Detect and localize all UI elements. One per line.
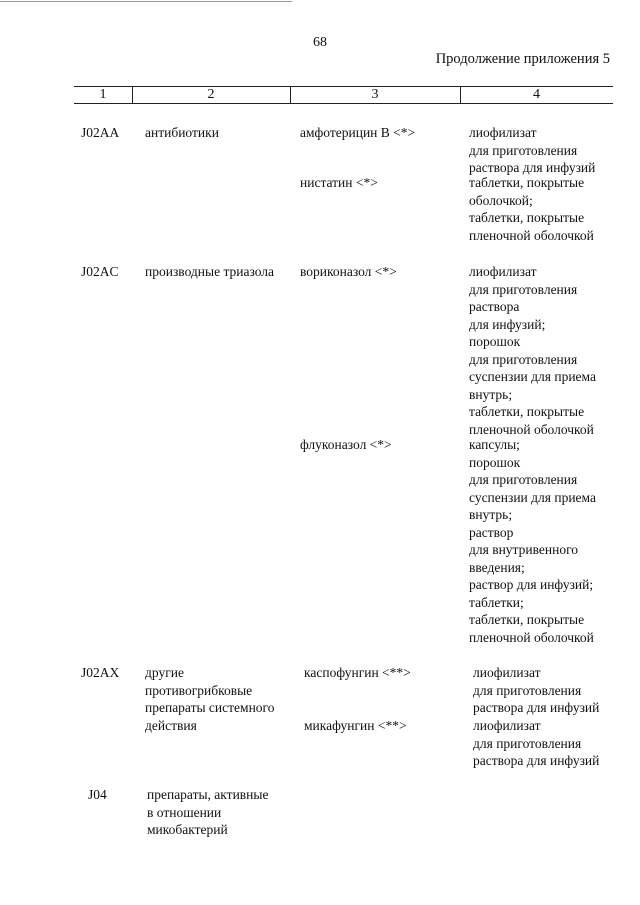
column-header-3: 3 bbox=[371, 87, 379, 102]
atc-code: J02AC bbox=[81, 264, 119, 279]
drug-name: амфотерицин B <*> bbox=[300, 125, 416, 140]
table-header bbox=[74, 86, 613, 104]
atc-code: J02AX bbox=[81, 665, 120, 680]
dosage-forms: лиофилизат для приготовления раствора для инфузий; порошок для приготовления суспензии для приема внутрь; таблетки, покрытые пленочной оболочкой bbox=[469, 264, 596, 437]
drug-name: микафунгин <**> bbox=[304, 718, 407, 733]
drug-group: препараты, активные в отношении микобактерий bbox=[147, 787, 269, 837]
top-rule bbox=[0, 1, 292, 2]
drug-group: производные триазола bbox=[145, 264, 275, 279]
dosage-forms: капсулы; порошок для приготовления суспензии для приема внутрь; раствор для внутривенного введения; раствор для инфузий; таблетки; таблетки, покрытые пленочной оболочкой bbox=[469, 437, 596, 645]
dosage-forms: лиофилизат для приготовления раствора для инфузий bbox=[469, 125, 596, 175]
drug-name: вориконазол <*> bbox=[300, 264, 397, 279]
column-header-4: 4 bbox=[533, 87, 540, 102]
dosage-forms: таблетки, покрытые оболочкой; таблетки, покрытые пленочной оболочкой bbox=[469, 175, 594, 243]
dosage-forms: лиофилизат для приготовления раствора для инфузий bbox=[473, 665, 600, 715]
page-number: 68 bbox=[313, 35, 327, 50]
column-header-2: 2 bbox=[207, 87, 215, 102]
atc-code: J02AA bbox=[81, 125, 120, 140]
dosage-forms: лиофилизат для приготовления раствора для инфузий bbox=[473, 718, 600, 768]
drug-name: нистатин <*> bbox=[300, 175, 378, 190]
drug-name: флуконазол <*> bbox=[300, 437, 392, 452]
continuation-title: Продолжение приложения 5 bbox=[435, 51, 610, 67]
column-header-1: 1 bbox=[99, 87, 107, 102]
drug-group: антибиотики bbox=[145, 125, 219, 140]
drug-group: другие противогрибковые препараты системного действия bbox=[145, 665, 275, 733]
drug-name: каспофунгин <**> bbox=[304, 665, 411, 680]
atc-code: J04 bbox=[88, 787, 107, 802]
